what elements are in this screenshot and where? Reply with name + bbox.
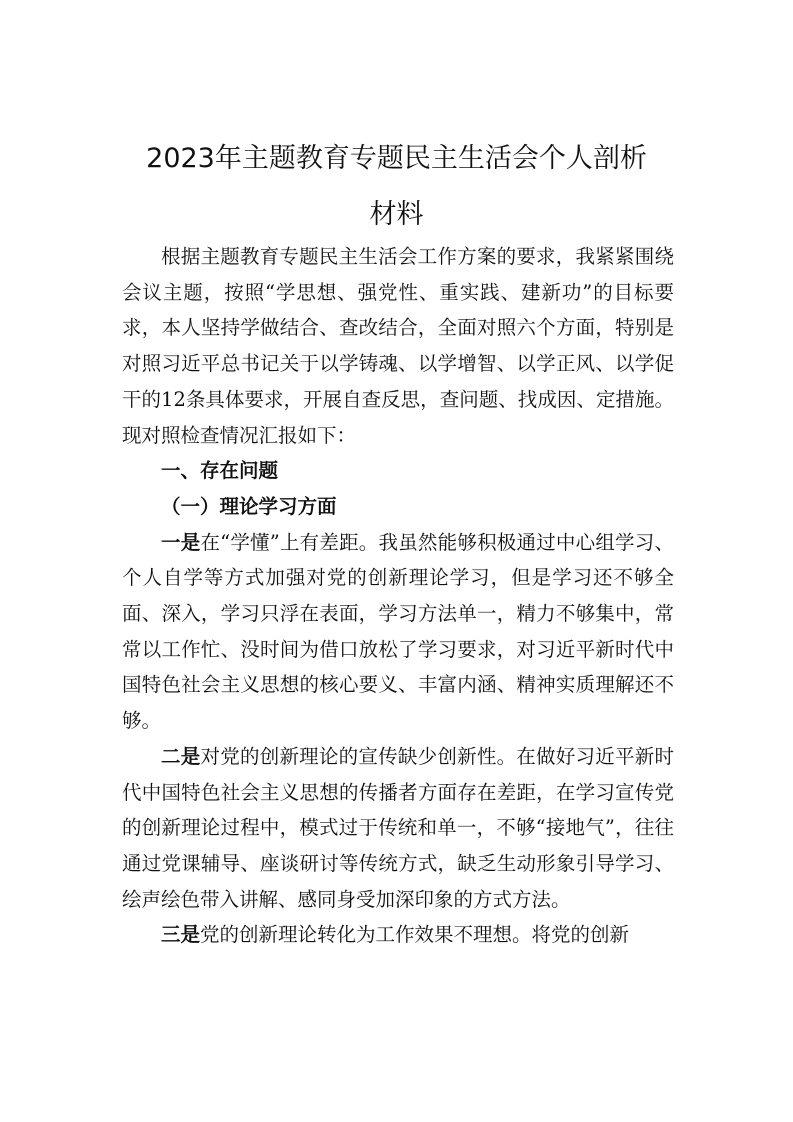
problem-paragraph-1 bbox=[122, 525, 674, 739]
document-title-line-1: 2023年主题教育专题民主生活会个人剖析 bbox=[146, 143, 647, 174]
paragraph-text: 党的创新理论转化为工作效果不理想。将党的创新 bbox=[200, 923, 630, 947]
document-title-line-2: 材料 bbox=[369, 199, 424, 230]
problem-paragraph-3 bbox=[122, 917, 674, 953]
paragraph-text: 对党的创新理论的宣传缺少创新性。在做好习近平新时代中国特色社会主义思想的传播者方面存在差距，在学习宣传党的创新理论过程中，模式过于传统和单一，不够“接地气”，往往通过党课辅导、座谈研讨等传统方式，缺乏生动形象引导学习、绘声绘色带入讲解、感同身受加深印象的方式方法。 bbox=[122, 744, 674, 911]
paragraph-lead: 三是 bbox=[161, 923, 201, 947]
paragraph-lead: 二是 bbox=[161, 744, 201, 768]
paragraph-text: 在“学懂”上有差距。我虽然能够积极通过中心组学习、个人自学等方式加强对党的创新理论学习，但是学习还不够全面、深入，学习只浮在表面，学习方法单一，精力不够集中，常常以工作忙、没时间为借口放松了学习要求，对习近平新时代中国特色社会主义思想的核心要义、丰富内涵、精神实质理解还不够。 bbox=[122, 530, 674, 733]
subsection-heading-theory-study: （一）理论学习方面 bbox=[161, 494, 337, 518]
section-heading-problems: 一、存在问题 bbox=[161, 459, 279, 483]
paragraph-lead: 一是 bbox=[161, 530, 201, 554]
document-body bbox=[122, 239, 674, 953]
intro-paragraph: 根据主题教育专题民主生活会工作方案的要求，我紧紧围绕会议主题，按照“学思想、强党性、重实践、建新功”的目标要求，本人坚持学做结合、查改结合，全面对照六个方面，特别是对照习近平总书记关于以学铸魂、以学增智、以学正风、以学促干的12条具体要求，开展自查反思，查问题、找成因、定措施。现对照检查情况汇报如下： bbox=[122, 245, 674, 447]
problem-paragraph-2 bbox=[122, 739, 674, 918]
